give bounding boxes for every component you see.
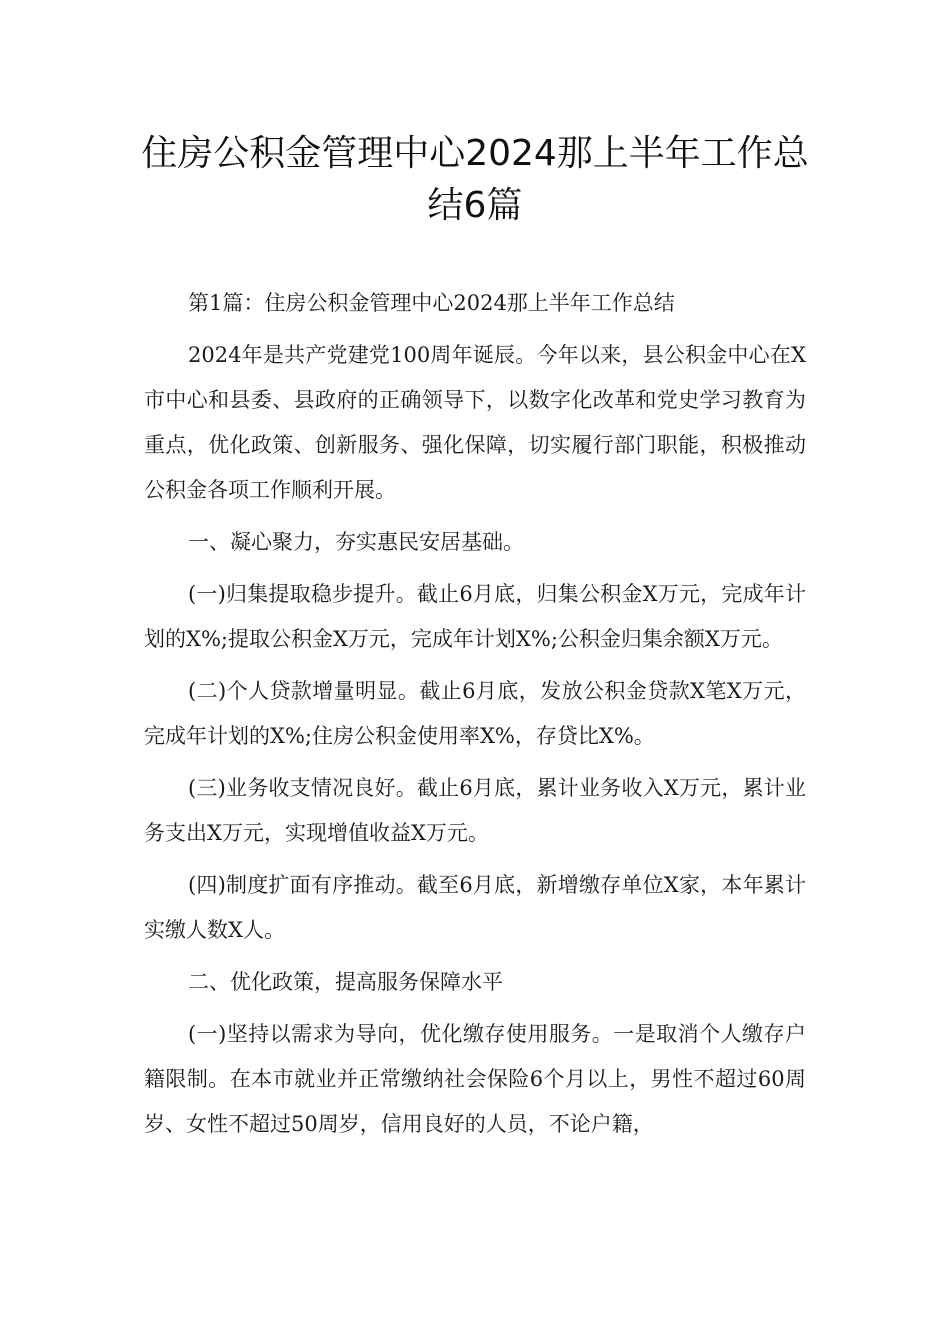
paragraph-income-expenditure: (三)业务收支情况良好。截止6月底，累计业务收入X万元，累计业务支出X万元，实现增值收益X万元。 bbox=[144, 776, 806, 845]
paragraph-personal-loans: (二)个人贷款增量明显。截止6月底，发放公积金贷款X笔X万元，完成年计划的X%;住房公积金使用率X%，存贷比X%。 bbox=[144, 679, 806, 748]
document-body bbox=[144, 281, 806, 1154]
paragraph-demand-oriented: (一)坚持以需求为导向，优化缴存使用服务。一是取消个人缴存户籍限制。在本市就业并正常缴纳社会保险6个月以上，男性不超过60周岁、女性不超过50周岁，信用良好的人员，不论户籍， bbox=[144, 1022, 806, 1136]
intro-paragraph: 2024年是共产党建党100周年诞辰。今年以来，县公积金中心在X市中心和县委、县政府的正确领导下，以数字化改革和党史学习教育为重点，优化政策、创新服务、强化保障，切实履行部门职能，积极推动公积金各项工作顺利开展。 bbox=[144, 343, 806, 502]
section-heading-2: 二、优化政策，提高服务保障水平 bbox=[188, 970, 503, 994]
section-heading-part-1: 第1篇：住房公积金管理中心2024那上半年工作总结 bbox=[188, 291, 675, 315]
document-title: 住房公积金管理中心2024那上半年工作总结6篇 bbox=[141, 133, 809, 226]
paragraph-collection-withdrawal: (一)归集提取稳步提升。截止6月底，归集公积金X万元，完成年计划的X%;提取公积金X万元，完成年计划X%;公积金归集余额X万元。 bbox=[144, 582, 806, 651]
paragraph-coverage-expansion: (四)制度扩面有序推动。截至6月底，新增缴存单位X家，本年累计实缴人数X人。 bbox=[144, 873, 806, 942]
section-heading-1: 一、凝心聚力，夯实惠民安居基础。 bbox=[188, 530, 524, 554]
